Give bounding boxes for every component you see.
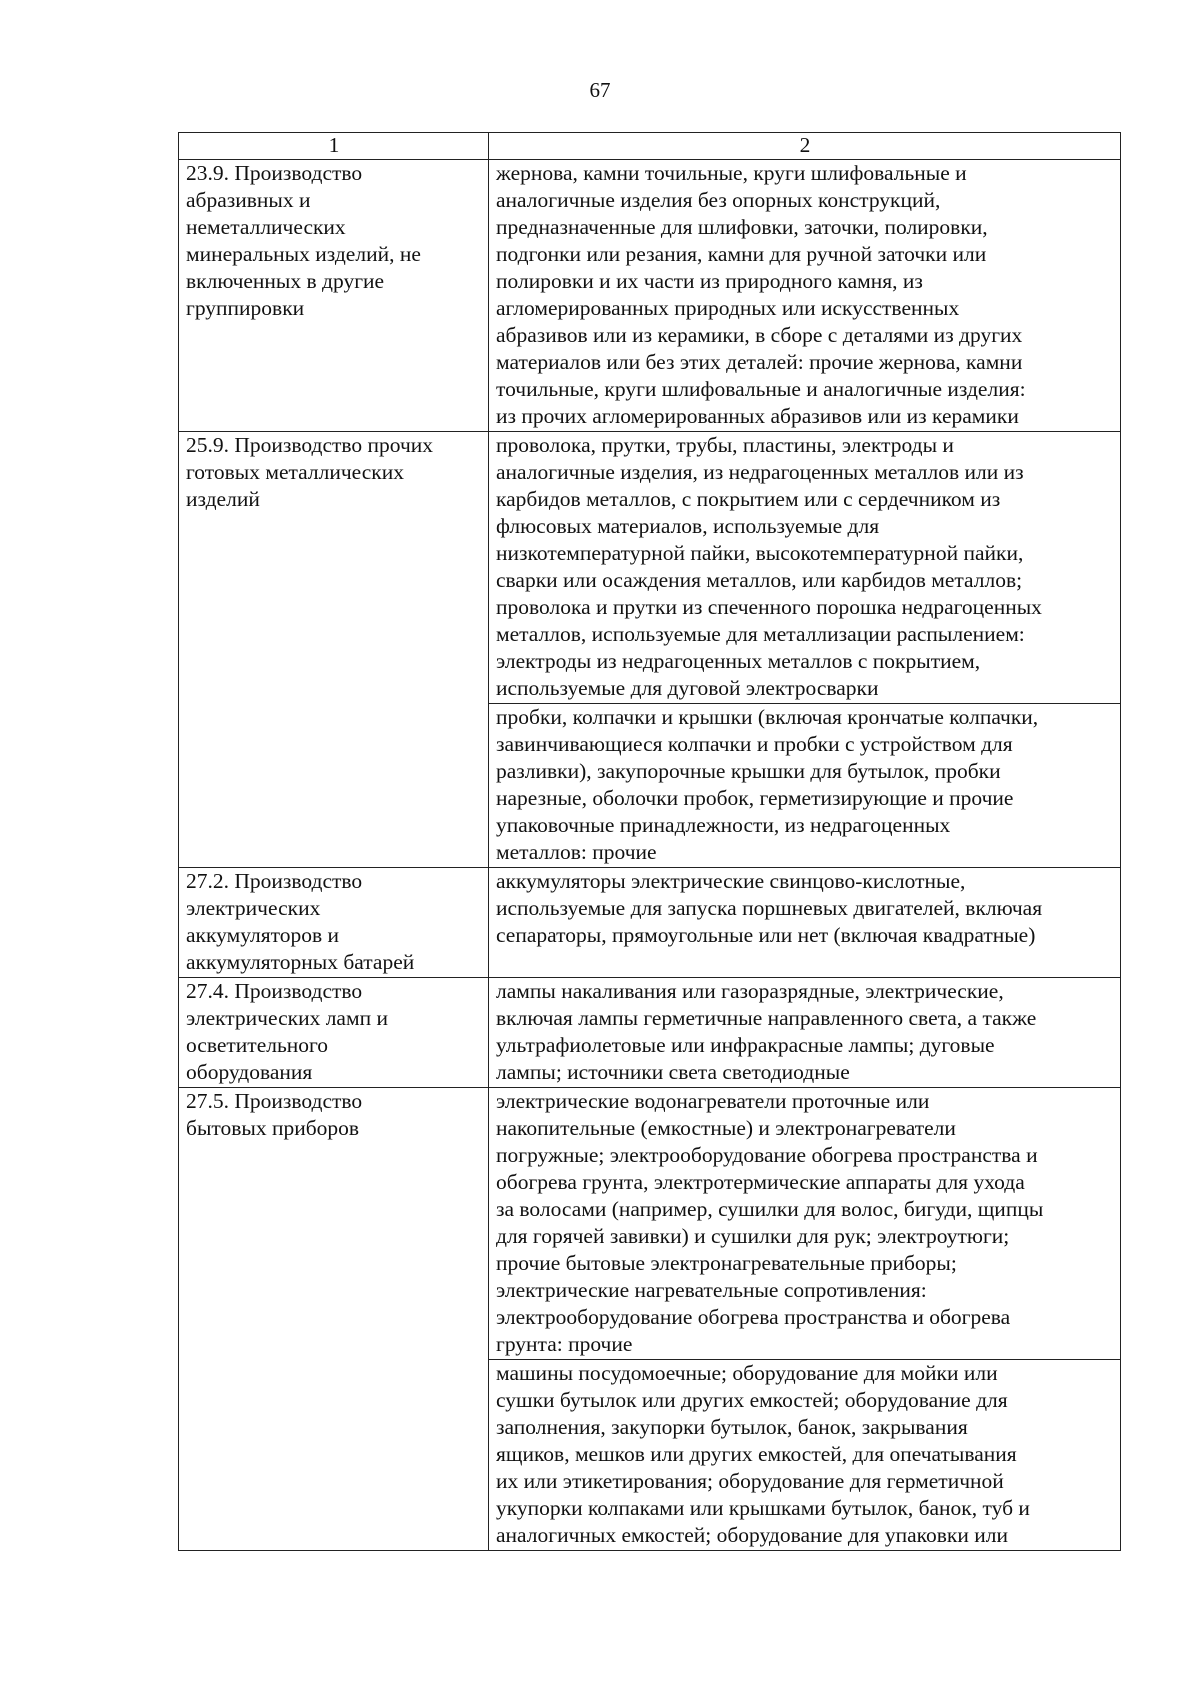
activity-code-line: аккумуляторов и: [186, 923, 340, 947]
product-description-line: грунта: прочие: [496, 1332, 633, 1356]
product-description-line: разливки), закупорочные крышки для бутылок, пробки: [496, 759, 1001, 783]
activity-code-line: аккумуляторных батарей: [186, 950, 415, 974]
product-description-line: агломерированных природных или искусственных: [496, 296, 960, 320]
product-description-cell: [489, 160, 1121, 432]
product-description-line: из прочих агломерированных абразивов или из керамики: [496, 404, 1019, 428]
product-description-line: упаковочные принадлежности, из недрагоценных: [496, 813, 951, 837]
product-description-line: лампы; источники света светодиодные: [496, 1060, 850, 1084]
product-description-line: аналогичные изделия, из недрагоценных металлов или из: [496, 460, 1024, 484]
product-description-cell: [489, 868, 1121, 978]
product-description-line: подгонки или резания, камни для ручной заточки или: [496, 242, 987, 266]
activity-code-line: электрических ламп и: [186, 1006, 388, 1030]
product-description-line: аккумуляторы электрические свинцово-кислотные,: [496, 869, 966, 893]
product-description-line: обогрева грунта, электротермические аппараты для ухода: [496, 1170, 1025, 1194]
product-description-line: их или этикетирования; оборудование для герметичной: [496, 1469, 1004, 1493]
product-description-line: прочие бытовые электронагревательные приборы;: [496, 1251, 957, 1275]
product-description-cell: [489, 978, 1121, 1088]
classification-table: [178, 132, 1121, 1551]
product-description-line: электроды из недрагоценных металлов с покрытием,: [496, 649, 981, 673]
activity-code-cell: [179, 1088, 489, 1551]
table-row: [179, 978, 1121, 1088]
product-description-line: укупорки колпаками или крышками бутылок, банок, туб и: [496, 1496, 1030, 1520]
product-description-line: пробки, колпачки и крышки (включая крончатые колпачки,: [496, 705, 1039, 729]
product-description-line: используемые для дуговой электросварки: [496, 676, 879, 700]
activity-code-cell: [179, 160, 489, 432]
product-description-line: используемые для запуска поршневых двигателей, включая: [496, 896, 1043, 920]
product-description-cell: [489, 704, 1121, 868]
activity-code-line: 27.4. Производство: [186, 979, 363, 1003]
activity-code-line: 23.9. Производство: [186, 161, 363, 185]
activity-code-line: бытовых приборов: [186, 1116, 360, 1140]
product-description-line: электрические водонагреватели проточные или: [496, 1089, 930, 1113]
product-description-line: завинчивающиеся колпачки и пробки с устройством для: [496, 732, 1013, 756]
product-description-cell: [489, 1360, 1121, 1551]
table-row: [179, 160, 1121, 432]
product-description-line: ультрафиолетовые или инфракрасные лампы; дуговые: [496, 1033, 995, 1057]
product-description-line: флюсовых материалов, используемые для: [496, 514, 880, 538]
table-body: [179, 133, 1121, 1551]
product-description-line: абразивов или из керамики, в сборе с деталями из других: [496, 323, 1023, 347]
table-row: [179, 868, 1121, 978]
page-number: 67: [589, 78, 611, 102]
product-description-line: сушки бутылок или других емкостей; оборудование для: [496, 1388, 1008, 1412]
product-description-line: электрооборудование обогрева пространства и обогрева: [496, 1305, 1011, 1329]
product-description-line: материалов или без этих деталей: прочие жернова, камни: [496, 350, 1023, 374]
table-row: [179, 1088, 1121, 1360]
product-description-line: аналогичных емкостей; оборудование для упаковки или: [496, 1523, 1008, 1547]
product-description-line: за волосами (например, сушилки для волос, бигуди, щипцы: [496, 1197, 1044, 1221]
activity-code-line: неметаллических: [186, 215, 346, 239]
activity-code-line: минеральных изделий, не: [186, 242, 421, 266]
activity-code-cell: [179, 868, 489, 978]
product-description-cell: [489, 432, 1121, 704]
product-description-line: накопительные (емкостные) и электронагреватели: [496, 1116, 956, 1140]
product-description-line: точильные, круги шлифовальные и аналогичные изделия:: [496, 377, 1026, 401]
table-header-row: [179, 133, 1121, 160]
product-description-line: машины посудомоечные; оборудование для мойки или: [496, 1361, 998, 1385]
activity-code-line: абразивных и: [186, 188, 311, 212]
product-description-line: аналогичные изделия без опорных конструкций,: [496, 188, 941, 212]
activity-code-line: включенных в другие: [186, 269, 385, 293]
activity-code-line: изделий: [186, 487, 260, 511]
product-description-line: низкотемпературной пайки, высокотемпературной пайки,: [496, 541, 1024, 565]
product-description-line: для горячей завивки) и сушилки для рук; электроутюги;: [496, 1224, 1010, 1248]
product-description-line: погружные; электрооборудование обогрева пространства и: [496, 1143, 1038, 1167]
header-cell-col2: 2: [489, 133, 1121, 160]
activity-code-cell: [179, 978, 489, 1088]
activity-code-line: электрических: [186, 896, 321, 920]
activity-code-line: готовых металлических: [186, 460, 404, 484]
header-cell-col1: 1: [179, 133, 489, 160]
activity-code-line: 27.2. Производство: [186, 869, 363, 893]
product-description-line: проволока, прутки, трубы, пластины, электроды и: [496, 433, 954, 457]
product-description-line: заполнения, закупорки бутылок, банок, закрывания: [496, 1415, 968, 1439]
product-description-line: проволока и прутки из спеченного порошка недрагоценных: [496, 595, 1042, 619]
product-description-line: нарезные, оболочки пробок, герметизирующие и прочие: [496, 786, 1014, 810]
product-description-line: электрические нагревательные сопротивления:: [496, 1278, 927, 1302]
activity-code-cell: [179, 432, 489, 868]
product-description-cell: [489, 1088, 1121, 1360]
activity-code-line: группировки: [186, 296, 305, 320]
product-description-line: полировки и их части из природного камня, из: [496, 269, 923, 293]
product-description-line: лампы накаливания или газоразрядные, электрические,: [496, 979, 1004, 1003]
product-description-line: предназначенные для шлифовки, заточки, полировки,: [496, 215, 988, 239]
product-description-line: металлов, используемые для металлизации распылением:: [496, 622, 1025, 646]
activity-code-line: оборудования: [186, 1060, 313, 1084]
product-description-line: включая лампы герметичные направленного света, а также: [496, 1006, 1037, 1030]
activity-code-line: осветительного: [186, 1033, 329, 1057]
product-description-line: карбидов металлов, с покрытием или с сердечником из: [496, 487, 1001, 511]
product-description-line: сепараторы, прямоугольные или нет (включая квадратные): [496, 923, 1036, 947]
activity-code-line: 25.9. Производство прочих: [186, 433, 434, 457]
product-description-line: жернова, камни точильные, круги шлифовальные и: [496, 161, 967, 185]
product-description-line: ящиков, мешков или других емкостей, для опечатывания: [496, 1442, 1017, 1466]
product-description-line: металлов: прочие: [496, 840, 657, 864]
product-description-line: сварки или осаждения металлов, или карбидов металлов;: [496, 568, 1023, 592]
activity-code-line: 27.5. Производство: [186, 1089, 363, 1113]
table-row: [179, 432, 1121, 704]
